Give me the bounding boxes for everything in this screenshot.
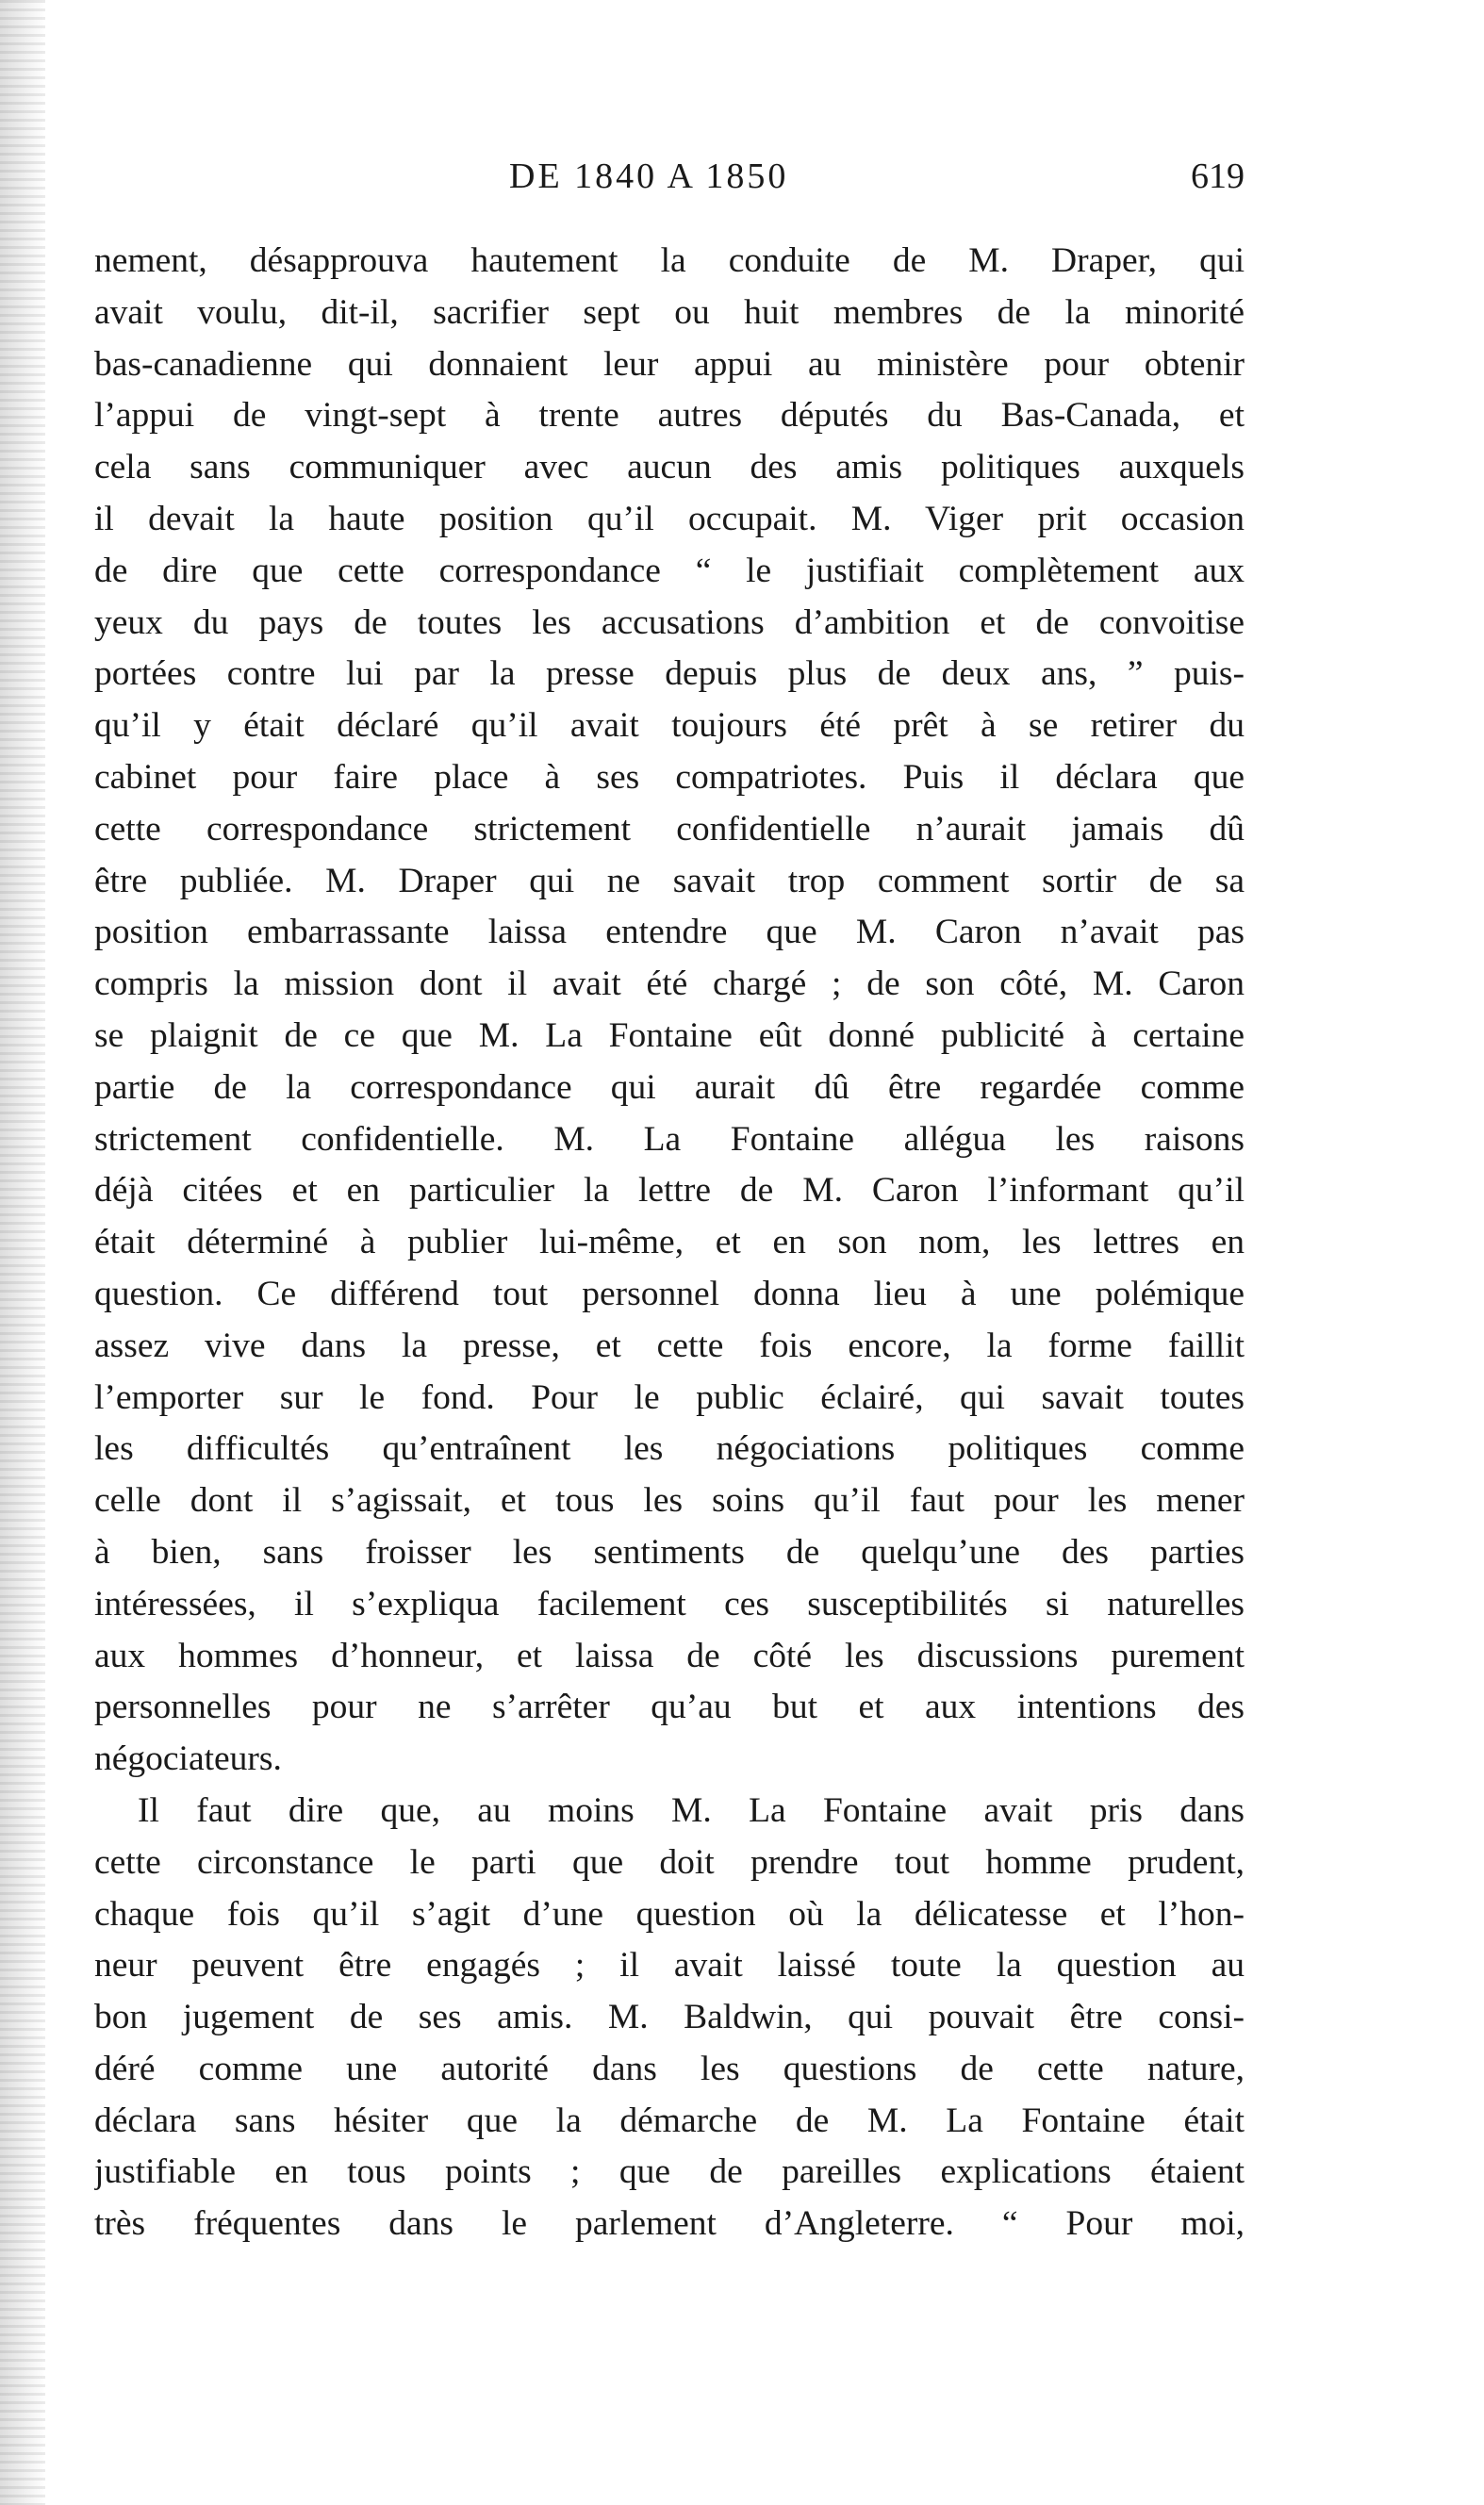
text-line: aux hommes d’honneur, et laissa de côté les discussions purement (94, 1636, 1245, 1675)
text-line: partie de la correspondance qui aurait dû être regardée comme (94, 1067, 1245, 1107)
binding-gutter (0, 0, 45, 2505)
text-line: déré comme une autorité dans les questions de cette nature, (94, 2049, 1245, 2088)
text-line: très fréquentes dans le parlement d’Angleterre. “ Pour moi, (94, 2204, 1245, 2244)
text-line: position embarrassante laissa entendre que M. Caron n’avait pas (94, 913, 1245, 952)
text-line: déjà citées et en particulier la lettre de M. Caron l’informant qu’il (94, 1171, 1245, 1211)
text-line: cette circonstance le parti que doit prendre tout homme prudent, (94, 1842, 1245, 1882)
text-line: bon jugement de ses amis. M. Baldwin, qui pouvait être consi- (94, 1998, 1245, 2037)
text-line: Il faut dire que, au moins M. La Fontaine avait pris dans (138, 1790, 1245, 1830)
text-line: cabinet pour faire place à ses compatriotes. Puis il déclara que (94, 757, 1245, 797)
text-line: chaque fois qu’il s’agit d’une question où la délicatesse et l’hon- (94, 1894, 1245, 1934)
text-line: cela sans communiquer avec aucun des amis politiques auxquels (94, 448, 1245, 487)
text-line: il devait la haute position qu’il occupait. M. Viger prit occasion (94, 499, 1245, 538)
text-line: cette correspondance strictement confidentielle n’aurait jamais dû (94, 809, 1245, 849)
text-line: de dire que cette correspondance “ le justifiait complètement aux (94, 551, 1245, 590)
text-line: strictement confidentielle. M. La Fontaine allégua les raisons (94, 1119, 1245, 1159)
text-line: avait voulu, dit-il, sacrifier sept ou huit membres de la minorité (94, 292, 1245, 332)
text-line: à bien, sans froisser les sentiments de quelqu’une des parties (94, 1532, 1245, 1572)
text-line: celle dont il s’agissait, et tous les soins qu’il faut pour les mener (94, 1481, 1245, 1521)
text-line: nement, désapprouva hautement la conduite de M. Draper, qui (94, 241, 1245, 280)
text-line: négociateurs. (94, 1739, 282, 1779)
body-text (94, 236, 1245, 2250)
text-line: justifiable en tous points ; que de pareilles explications étaient (94, 2152, 1245, 2192)
page-header (94, 156, 1245, 203)
text-line: assez vive dans la presse, et cette fois encore, la forme faillit (94, 1326, 1245, 1365)
text-line: compris la mission dont il avait été chargé ; de son côté, M. Caron (94, 964, 1245, 1004)
text-line: portées contre lui par la presse depuis plus de deux ans, ” puis- (94, 654, 1245, 694)
text-line: personnelles pour ne s’arrêter qu’au but et aux intentions des (94, 1688, 1245, 1727)
running-head: DE 1840 A 1850 (509, 157, 789, 196)
text-line: neur peuvent être engagés ; il avait laissé toute la question au (94, 1946, 1245, 1986)
text-line: qu’il y était déclaré qu’il avait toujours été prêt à se retirer du (94, 706, 1245, 746)
text-line: question. Ce différend tout personnel donna lieu à une polémique (94, 1274, 1245, 1313)
text-line: l’appui de vingt-sept à trente autres députés du Bas-Canada, et (94, 396, 1245, 436)
paragraph (94, 236, 1245, 1786)
text-line: être publiée. M. Draper qui ne savait trop comment sortir de sa (94, 861, 1245, 900)
text-line: yeux du pays de toutes les accusations d’ambition et de convoitise (94, 602, 1245, 642)
text-line: bas-canadienne qui donnaient leur appui au ministère pour obtenir (94, 344, 1245, 384)
text-line: l’emporter sur le fond. Pour le public éclairé, qui savait toutes (94, 1377, 1245, 1417)
paragraph (94, 1786, 1245, 2250)
text-line: déclara sans hésiter que la démarche de M. La Fontaine était (94, 2101, 1245, 2140)
page-number: 619 (1191, 157, 1245, 196)
text-line: les difficultés qu’entraînent les négociations politiques comme (94, 1429, 1245, 1469)
text-line: était déterminé à publier lui-même, et en son nom, les lettres en (94, 1223, 1245, 1262)
text-line: se plaignit de ce que M. La Fontaine eût donné publicité à certaine (94, 1015, 1245, 1055)
text-line: intéressées, il s’expliqua facilement ces susceptibilités si naturelles (94, 1584, 1245, 1623)
